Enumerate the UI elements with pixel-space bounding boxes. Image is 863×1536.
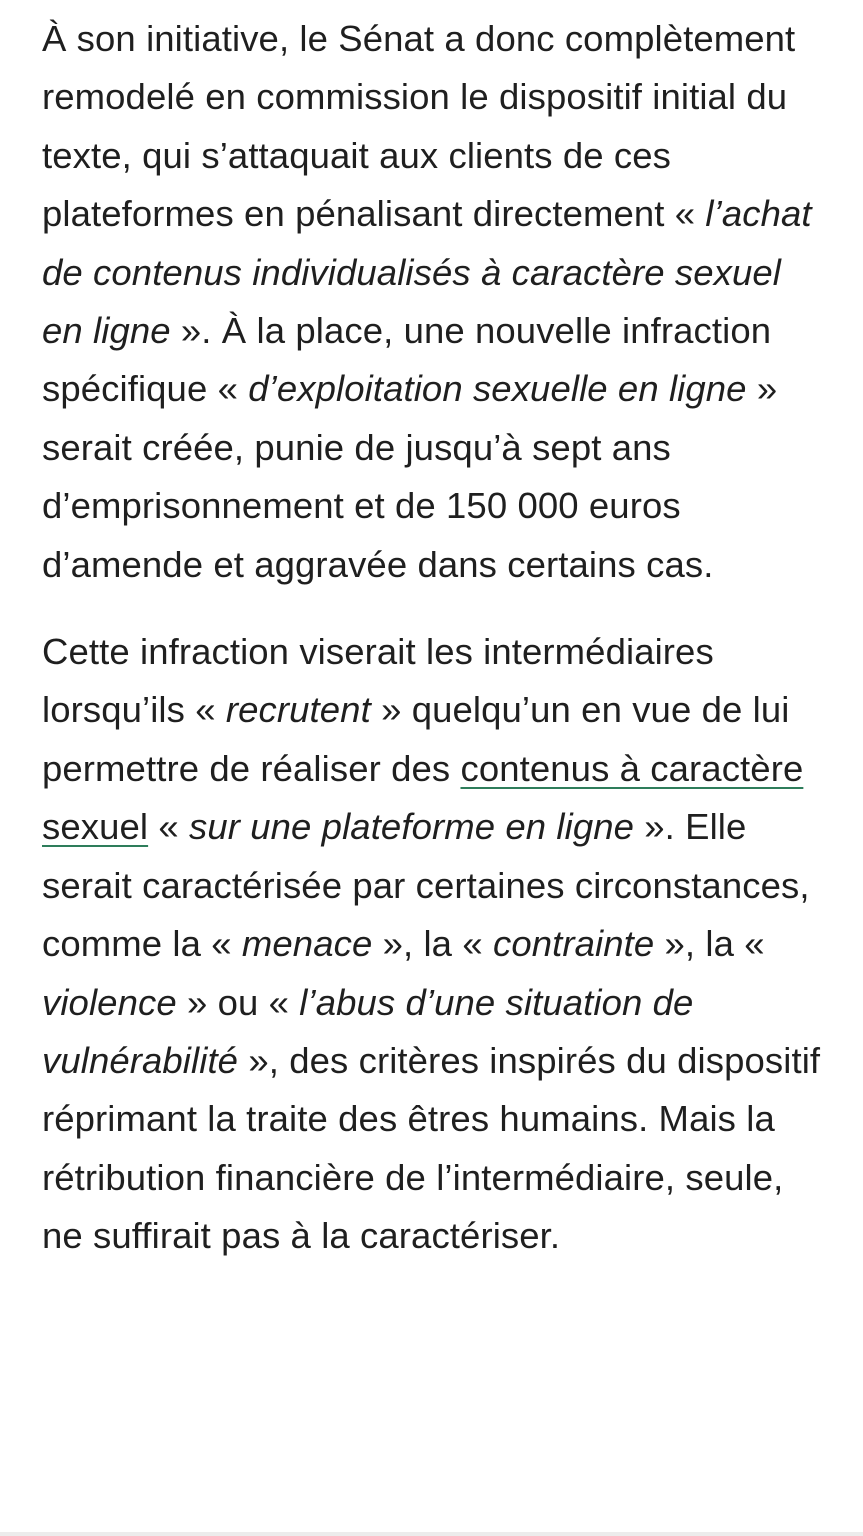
quote-achat-contenus: l’achat de contenus individualisés à caractère sexuel en ligne bbox=[42, 193, 812, 352]
paragraph-2-text-4: ». Elle serait caractérisée par certaines circonstances, comme la « bbox=[42, 806, 810, 965]
paragraph-2-text-7: » ou « bbox=[176, 981, 300, 1023]
link-contenus-caractere-sexuel[interactable]: contenus à caractère sexuel bbox=[42, 747, 804, 848]
quote-recrutent: recrutent bbox=[225, 689, 371, 731]
paragraph-2 bbox=[42, 623, 832, 1265]
quote-menace: menace bbox=[241, 923, 373, 965]
paragraph-2-text-6: », la « bbox=[654, 923, 765, 965]
quote-violence: violence bbox=[42, 981, 177, 1023]
paragraph-2-text-2: » quelqu’un en vue de lui permettre de réaliser des bbox=[42, 689, 790, 789]
paragraph-1-text-2: ». À la place, une nouvelle infraction spécifique « bbox=[42, 310, 772, 410]
quote-plateforme-en-ligne: sur une plateforme en ligne bbox=[189, 806, 635, 848]
quote-contrainte: contrainte bbox=[492, 923, 655, 965]
paragraph-1-text-1: À son initiative, le Sénat a donc complètement remodelé en commission le dispositif initial du texte, qui s’attaquait aux clients de ces plateformes en pénalisant directement « bbox=[42, 18, 796, 235]
paragraph-2-text-1: Cette infraction viserait les intermédiaires lorsqu’ils « bbox=[42, 631, 714, 731]
article-body bbox=[42, 10, 832, 1266]
paragraph-2-text-3: « bbox=[148, 806, 189, 848]
paragraph-1-text-3: » serait créée, punie de jusqu’à sept ans d’emprisonnement et de 150 000 euros d’amende et aggravée dans certains cas. bbox=[42, 368, 778, 585]
bottom-divider bbox=[0, 1532, 863, 1536]
paragraph-2-text-8: », des critères inspirés du dispositif réprimant la traite des êtres humains. Mais la rétribution financière de l’intermédiaire, seule, ne suffirait pas à la caractériser. bbox=[42, 1039, 821, 1257]
quote-exploitation-sexuelle: d’exploitation sexuelle en ligne bbox=[248, 368, 747, 410]
quote-abus-vulnerabilite: l’abus d’une situation de vulnérabilité bbox=[42, 981, 694, 1081]
paragraph-1 bbox=[42, 10, 832, 594]
paragraph-2-text-5: », la « bbox=[372, 923, 493, 965]
